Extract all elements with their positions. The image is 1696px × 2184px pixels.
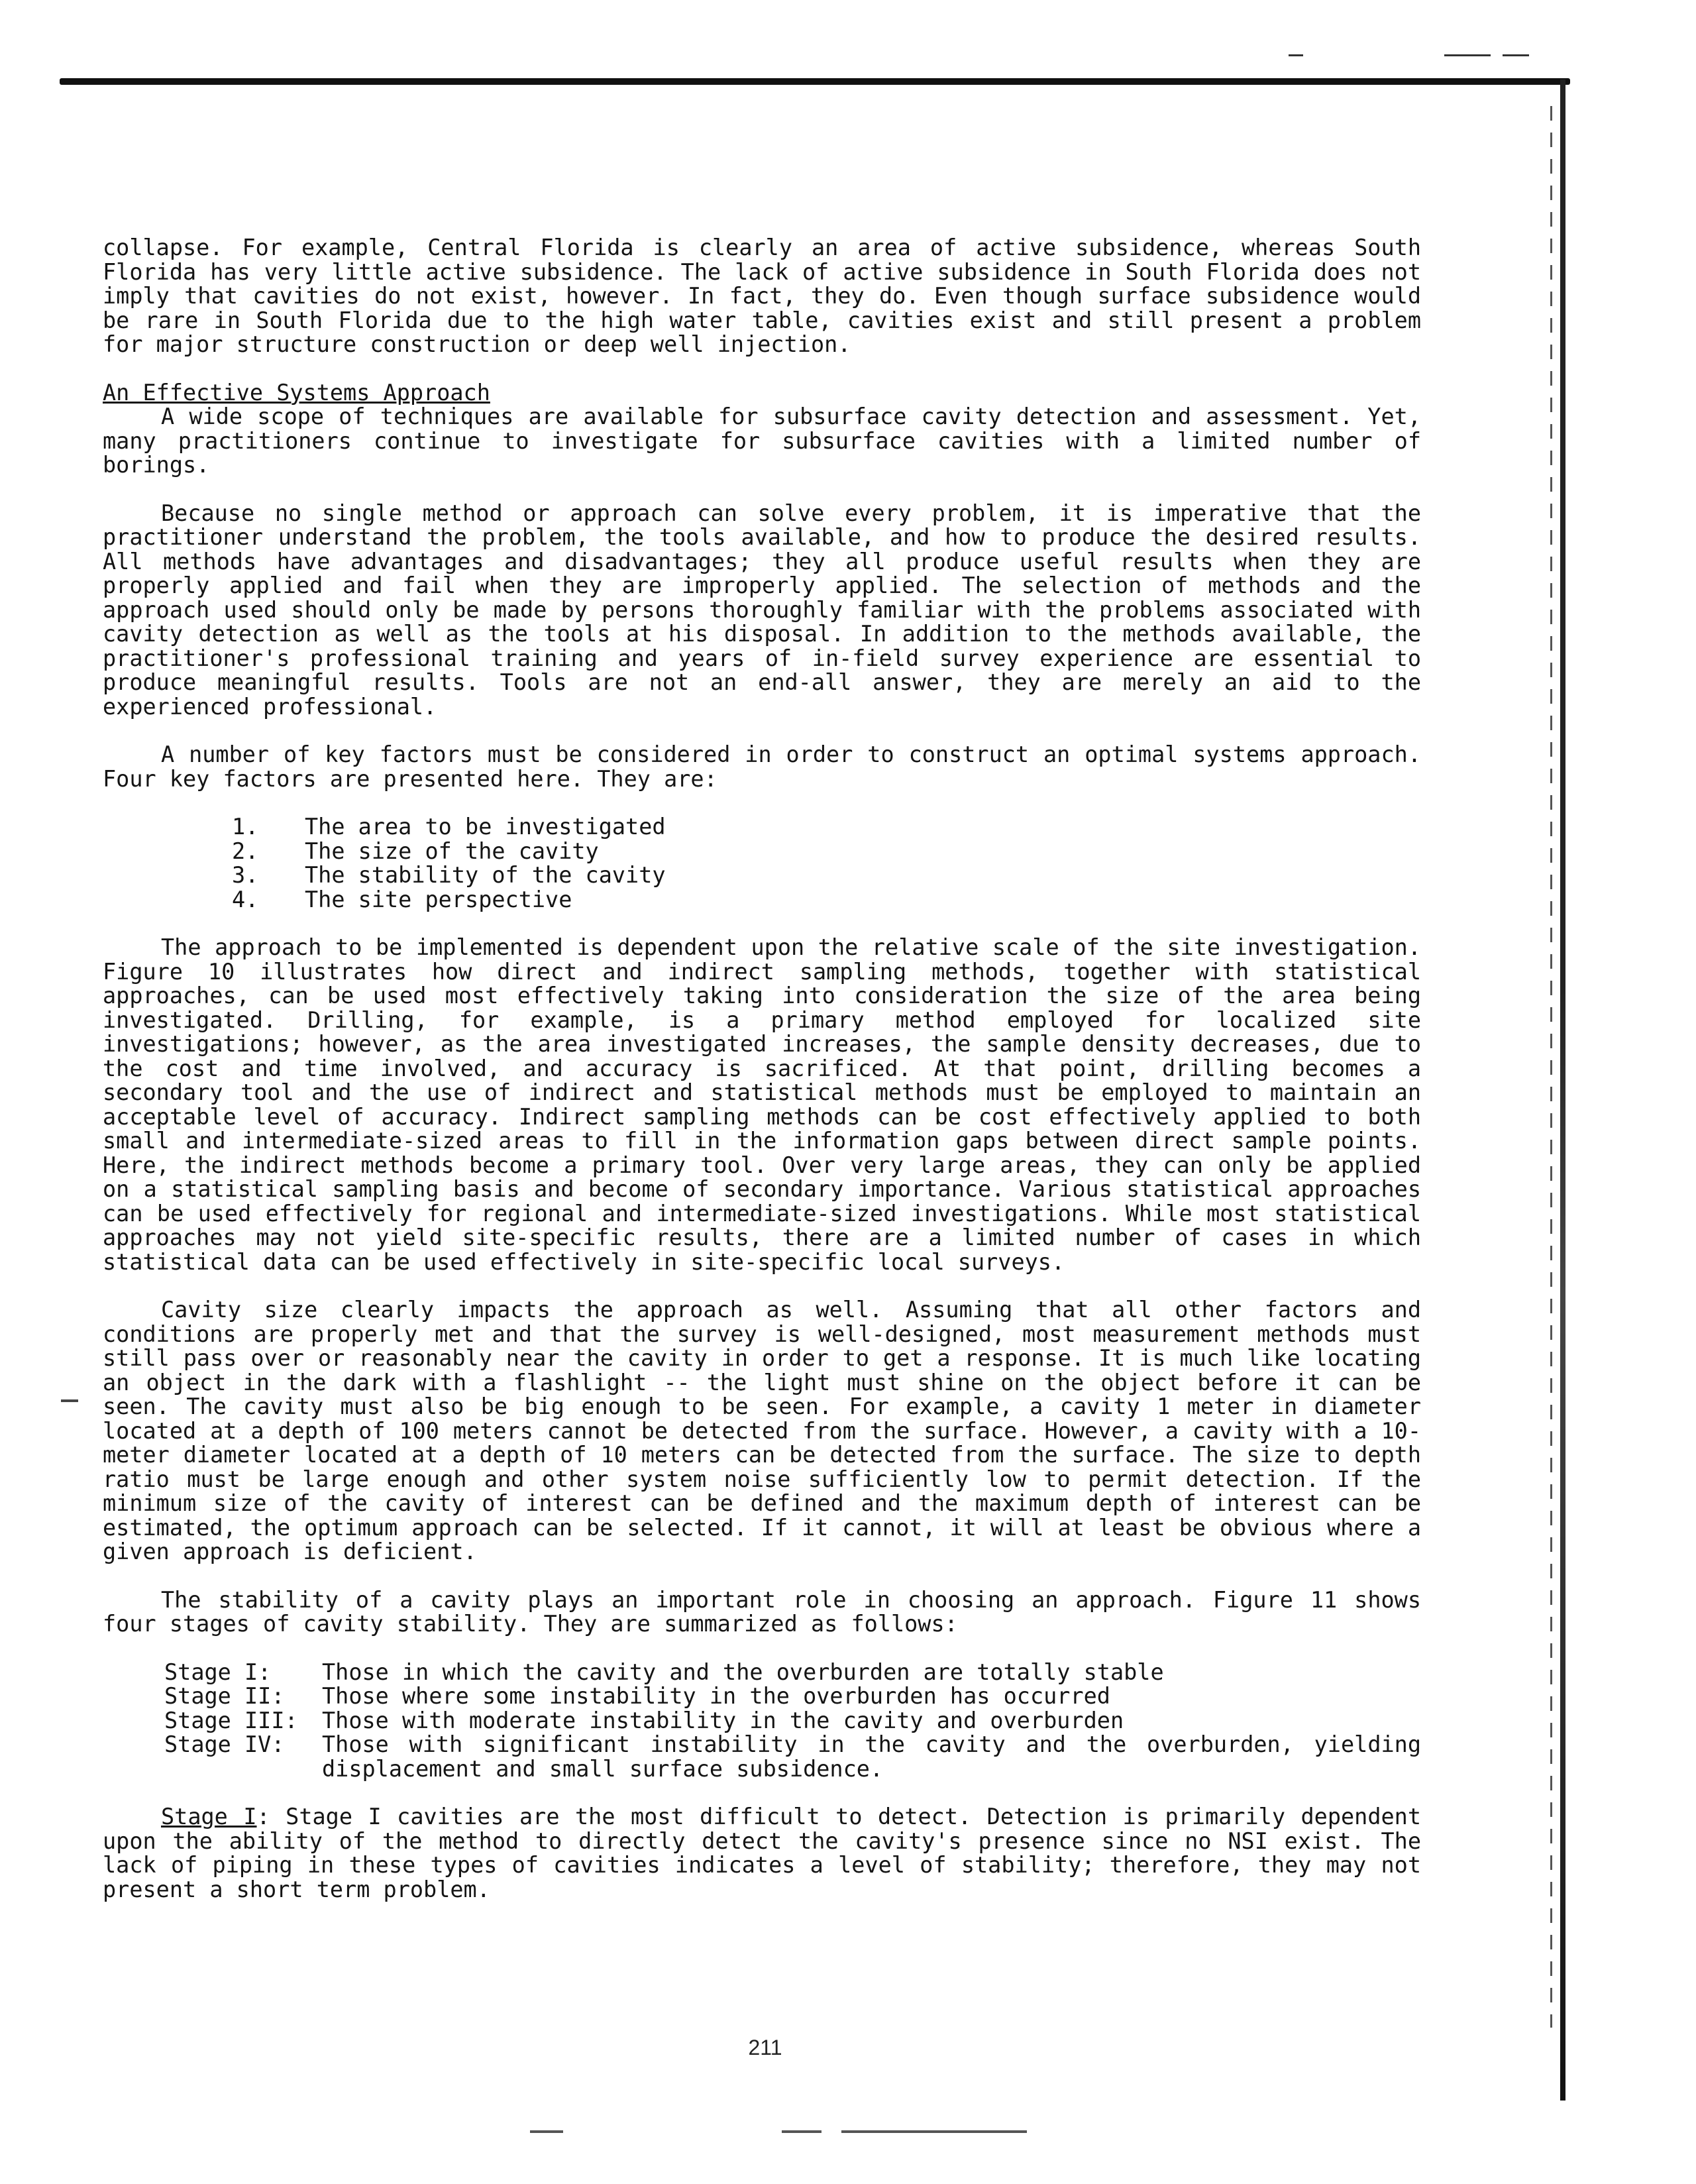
scan-mark: [1289, 54, 1303, 56]
paragraph: Cavity size clearly impacts the approach as well. Assuming that all other factors and conditions are properly met and that the survey is well-designed, most measurement methods must still pass over or reasonably near the cavity in order to get a response. It is much like locating an object in the dark with a flashlight -- the light must shine on the object before it can be seen. The cavity must also be big enough to be seen. For example, a cavity 1 meter in diameter located at a depth of 100 meters cannot be detected from the surface. However, a cavity with a 10-meter diameter located at a depth of 10 meters can be detected from the surface. The size to depth ratio must be large enough and other system noise sufficiently low to permit detection. If the minimum size of the cavity of interest can be defined and the maximum depth of interest can be estimated, the optimum approach can be selected. If it cannot, it will at least be obvious where a given approach is deficient.: [103, 1297, 1421, 1564]
section-heading: An Effective Systems Approach: [103, 379, 490, 406]
list-item: [103, 888, 1421, 912]
scan-mark: [841, 2130, 1027, 2133]
stage-lead: Stage I: [161, 1804, 257, 1829]
list-number: 4.: [232, 886, 259, 912]
paragraph: A wide scope of techniques are available for subsurface cavity detection and assessment. Yet, many practitioners continue to investigate for subsurface cavities with a limited number of borings.: [103, 404, 1421, 478]
page-number: 211: [748, 2036, 782, 2059]
list-text: The stability of the cavity: [305, 862, 666, 888]
list-item: [103, 815, 1421, 840]
list-text: The site perspective: [305, 886, 572, 912]
paragraph: collapse. For example, Central Florida is clearly an area of active subsidence, whereas South Florida has very little active subsidence. The lack of active subsidence in South Florida does not imply that cavities do not exist, however. In fact, they do. Even though surface subsidence would be rare in South Florida due to the high water table, cavities exist and still present a problem for major structure construction or deep well injection.: [103, 235, 1421, 357]
list-item: [103, 1733, 1421, 1781]
list-item: [103, 863, 1421, 888]
stage-label: Stage III:: [164, 1707, 298, 1733]
scan-mark: [1503, 54, 1529, 56]
top-border-rule: [60, 78, 1570, 85]
document-body: [103, 236, 1421, 1926]
stage-text: Those with significant instability in the cavity and the overburden, yielding displacement and small surface subsidence.: [322, 1731, 1421, 1782]
right-page-edge-shadow: [1550, 106, 1552, 2028]
scan-mark: [1444, 54, 1491, 56]
stage-label: Stage IV:: [164, 1731, 285, 1757]
scan-mark: [530, 2130, 563, 2133]
list-number: 2.: [232, 838, 259, 864]
list-item: [103, 840, 1421, 864]
list-item: [103, 1709, 1421, 1733]
paragraph-text: : Stage I cavities are the most difficult to detect. Detection is primarily dependent upon the ability of the method to directly detect the cavity's presence since no NSI exist. The lack of piping in these types of cavities indicates a level of stability; therefore, they may not present a short term problem.: [103, 1804, 1422, 1902]
paragraph: Because no single method or approach can solve every problem, it is imperative that the practitioner understand the problem, the tools available, and how to produce the desired results. All methods have advantages and disadvantages; they all produce useful results when they are properly applied and fail when they are improperly applied. The selection of methods and the approach used should only be made by persons thoroughly familiar with the problems associated with cavity detection as well as the tools at his disposal. In addition to the methods available, the practitioner's professional training and years of in-field survey experience are essential to produce meaningful results. Tools are not an end-all answer, they are merely an aid to the experienced professional.: [103, 500, 1421, 720]
scan-mark: [782, 2130, 822, 2133]
list-number: 1.: [232, 814, 259, 840]
stage-text: Those with moderate instability in the cavity and overburden: [322, 1707, 1124, 1733]
right-page-edge: [1560, 80, 1565, 2101]
stage-label: Stage I:: [164, 1659, 272, 1685]
margin-mark: [61, 1399, 78, 1402]
stages-list: [103, 1661, 1421, 1782]
stage-text: Those in which the cavity and the overburden are totally stable: [322, 1659, 1164, 1685]
stage-label: Stage II:: [164, 1683, 285, 1709]
paragraph: The approach to be implemented is dependent upon the relative scale of the site investigation. Figure 10 illustrates how direct and indirect sampling methods, together with statistical approaches, can be used most effectively taking into consideration the size of the area being investigated. Drilling, for example, is a primary method employed for localized site investigations; however, as the area investigated increases, the sample density decreases, due to the cost and time involved, and accuracy is sacrificed. At that point, drilling becomes a secondary tool and the use of indirect and statistical methods must be employed to maintain an acceptable level of accuracy. Indirect sampling methods can be cost effectively applied to both small and intermediate-sized areas to fill in the information gaps between direct sample points. Here, the indirect methods become a primary tool. Over very large areas, they can only be applied on a statistical sampling basis and become of secondary importance. Various statistical approaches can be used effectively for regional and intermediate-sized investigations. While most statistical approaches may not yield site-specific results, there are a limited number of cases in which statistical data can be used effectively in site-specific local surveys.: [103, 934, 1421, 1275]
factors-list: [103, 815, 1421, 912]
stage-text: Those where some instability in the overburden has occurred: [322, 1683, 1110, 1709]
paragraph: The stability of a cavity plays an important role in choosing an approach. Figure 11 shows four stages of cavity stability. They are summarized as follows:: [103, 1586, 1421, 1637]
list-text: The area to be investigated: [305, 814, 666, 840]
paragraph: A number of key factors must be considered in order to construct an optimal systems approach. Four key factors are presented here. They are:: [103, 741, 1421, 792]
paragraph: [103, 1805, 1421, 1902]
list-number: 3.: [232, 862, 259, 888]
list-item: [103, 1661, 1421, 1685]
list-item: [103, 1684, 1421, 1709]
list-text: The size of the cavity: [305, 838, 599, 864]
